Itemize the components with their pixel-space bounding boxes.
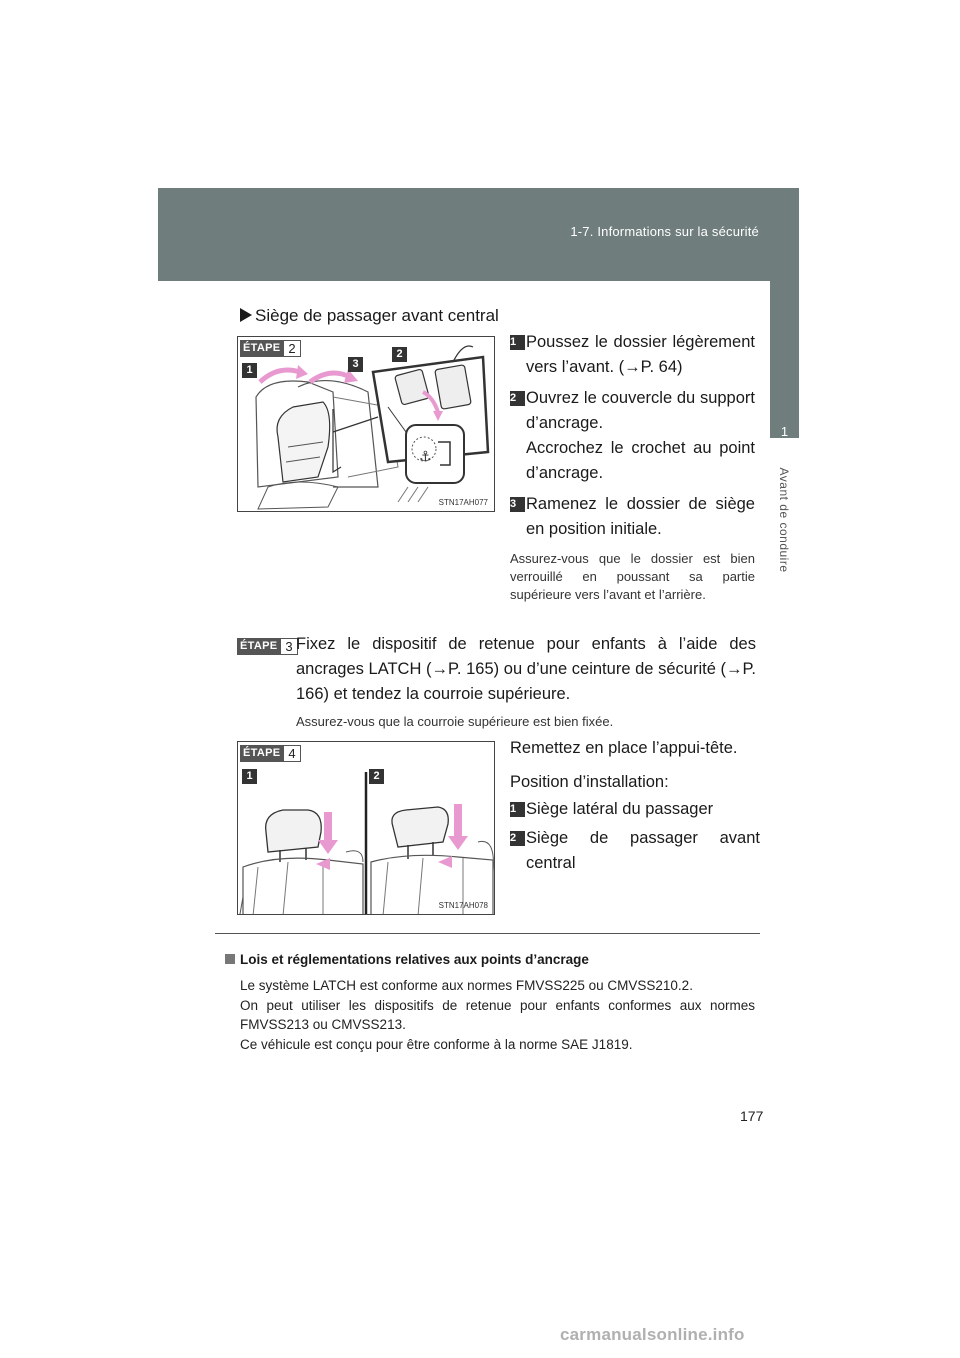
note-paragraph: On peut utiliser les dispositifs de retenue pour enfants conformes aux normes FMVSS213 ou CMVSS213. [240,997,755,1032]
chapter-number: 1 [780,424,789,439]
position-text: Siège latéral du passager [526,800,714,818]
etape-4-steps [510,736,760,876]
step-badge: 2 [510,391,525,406]
etape-3-word: ÉTAPE [237,638,280,655]
etape-4-intro: Remettez en place l’appui-tête. [510,739,738,757]
etape-4-number: 4 [283,745,300,762]
divider [215,933,760,934]
etape-3-note: Assurez-vous que la courroie supérieure est bien fixée. [296,714,614,729]
etape-4-position-label: Position d’installation: [510,773,669,791]
chapter-label-text: Avant de conduire [777,467,791,573]
figure-etape-2 [237,336,495,512]
position-item [510,826,760,876]
triangle-bullet-icon [240,308,252,322]
position-badge: 2 [510,831,525,846]
step-text: Poussez le dossier légèrement vers l’avant. (→P. 64) [526,333,755,376]
etape-2-steps [510,330,755,604]
step-item-continued [510,436,755,486]
header-band [158,188,799,281]
note-paragraph: Ce véhicule est conçu pour être conforme à la norme SAE J1819. [240,1036,633,1052]
section-heading [240,306,499,326]
step-text: Ramenez le dossier de siège en position initiale. [526,495,755,538]
etape-2-label [240,340,301,357]
page-number: 177 [740,1108,764,1124]
chapter-tab [770,188,799,438]
figure-code: STN17AH078 [438,901,488,910]
square-bullet-icon [225,954,235,964]
etape-2-note: Assurez-vous que le dossier est bien verrouillé en poussant sa partie supérieure vers l’avant et l’arrière. [510,551,755,602]
step-item [510,492,755,542]
step-item [510,330,755,380]
figure-callout-2: 2 [392,347,407,362]
position-item [510,797,760,822]
step-text: Ouvrez le couvercle du support d’ancrage. [526,389,755,432]
figure-callout-3: 3 [348,357,363,372]
etape-3-text [296,632,756,731]
note-paragraph: Le système LATCH est conforme aux normes FMVSS225 ou CMVSS210.2. [240,978,693,993]
figure-etape-4 [237,741,495,915]
step-text: Accrochez le crochet au point d’ancrage. [526,439,755,482]
headrest-illustration [238,742,495,915]
etape-2-number: 2 [283,340,300,357]
step-badge: 1 [510,335,525,350]
position-badge: 1 [510,802,525,817]
seat-anchor-illustration [238,337,495,512]
step-item [510,386,755,436]
svg-text:⚓: ⚓ [419,449,432,465]
etape-3-paragraph: Fixez le dispositif de retenue pour enfants à l’aide des ancrages LATCH (→P. 165) ou d’une ceinture de sécurité (→P. 166) et tendez la courroie supérieure. [296,635,756,703]
etape-3-label [237,638,298,655]
etape-4-label [240,745,301,762]
figure-callout-2: 2 [369,769,384,784]
step-badge: 3 [510,497,525,512]
note-body [240,976,755,1054]
watermark: carmanualsonline.info [560,1325,745,1344]
etape-2-word: ÉTAPE [240,340,283,357]
position-text: Siège de passager avant central [526,829,760,872]
etape-4-word: ÉTAPE [240,745,283,762]
chapter-label [773,450,795,590]
figure-callout-1: 1 [242,769,257,784]
section-heading-text: Siège de passager avant central [255,306,499,325]
figure-callout-1: 1 [242,363,257,378]
etape-3-number: 3 [280,638,297,655]
note-heading-text: Lois et réglementations relatives aux points d’ancrage [240,952,589,967]
figure-code: STN17AH077 [438,498,488,507]
section-title: 1-7. Informations sur la sécurité [570,224,759,239]
note-heading [225,952,589,967]
